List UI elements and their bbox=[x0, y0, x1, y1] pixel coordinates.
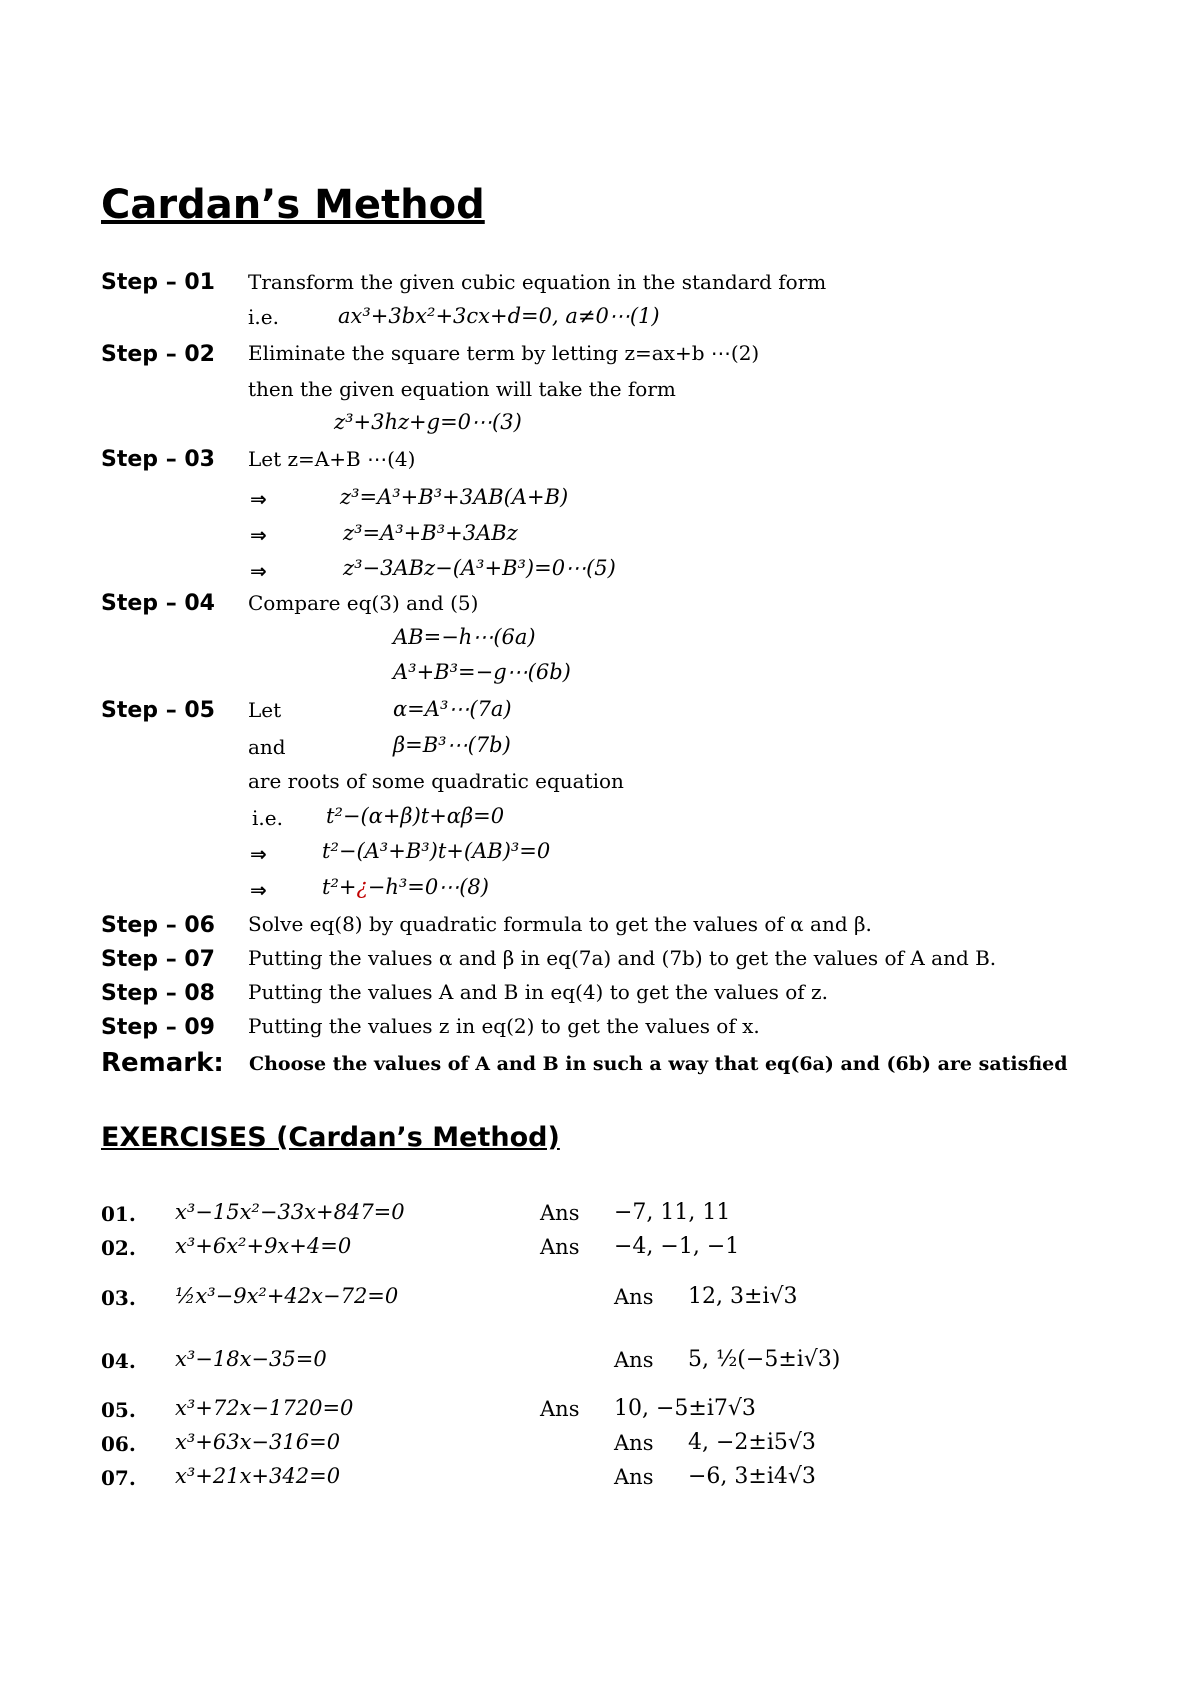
equation-6a: AB=−h⋯(6a) bbox=[393, 625, 536, 649]
implies-icon: ⇒ bbox=[250, 559, 267, 583]
step-label-04: Step – 04 bbox=[101, 591, 215, 616]
step-text-07: Putting the values α and β in eq(7a) and (7b) to get the values of A and B. bbox=[248, 946, 997, 970]
answer-label: Ans bbox=[614, 1348, 654, 1372]
step05-roots: are roots of some quadratic equation bbox=[248, 769, 624, 793]
step03-eq-b: z³=A³+B³+3ABz bbox=[343, 521, 518, 545]
answer-value: −7, 11, 11 bbox=[614, 1200, 731, 1225]
quadratic-2: t²−(A³+B³)t+(AB)³=0 bbox=[322, 839, 551, 863]
exercise-number: 03. bbox=[101, 1286, 136, 1310]
quadratic-1: t²−(α+β)t+αβ=0 bbox=[326, 804, 505, 828]
answer-value: 5, ½(−5±i√3) bbox=[688, 1347, 841, 1372]
exercise-number: 05. bbox=[101, 1398, 136, 1422]
step-label-01: Step – 01 bbox=[101, 270, 215, 295]
step-label-09: Step – 09 bbox=[101, 1015, 215, 1040]
exercise-equation: x³−18x−35=0 bbox=[175, 1347, 327, 1371]
step-label-05: Step – 05 bbox=[101, 698, 215, 723]
exercises-title: EXERCISES (Cardan’s Method) bbox=[101, 1122, 560, 1153]
exercise-equation: x³+72x−1720=0 bbox=[175, 1396, 354, 1420]
exercise-equation: x³+6x²+9x+4=0 bbox=[175, 1234, 352, 1258]
step-label-02: Step – 02 bbox=[101, 342, 215, 367]
remark-text: Choose the values of A and B in such a way that eq(6a) and (6b) are satisfied bbox=[249, 1053, 1068, 1075]
step-text-01: Transform the given cubic equation in the standard form bbox=[248, 270, 827, 294]
exercise-equation: x³−15x²−33x+847=0 bbox=[175, 1200, 405, 1224]
exercise-number: 06. bbox=[101, 1432, 136, 1456]
answer-label: Ans bbox=[614, 1431, 654, 1455]
answer-label: Ans bbox=[540, 1201, 580, 1225]
exercise-number: 07. bbox=[101, 1466, 136, 1490]
answer-value: 12, 3±i√3 bbox=[688, 1284, 798, 1309]
equation-8-part-a: t²+ bbox=[322, 875, 357, 899]
exercise-equation: x³+63x−316=0 bbox=[175, 1430, 341, 1454]
answer-label: Ans bbox=[540, 1235, 580, 1259]
step-text-05: Let bbox=[248, 698, 282, 722]
step-text-09: Putting the values z in eq(2) to get the values of x. bbox=[248, 1014, 760, 1038]
step-text-06: Solve eq(8) by quadratic formula to get the values of α and β. bbox=[248, 912, 872, 936]
implies-icon: ⇒ bbox=[250, 842, 267, 866]
answer-label: Ans bbox=[614, 1285, 654, 1309]
step-text-02: Eliminate the square term by letting z=ax+b ⋯(2) bbox=[248, 341, 760, 365]
equation-error-glyph: ¿ bbox=[356, 875, 368, 899]
equation-1: ax³+3bx²+3cx+d=0, a≠0⋯(1) bbox=[338, 304, 660, 328]
answer-label: Ans bbox=[540, 1397, 580, 1421]
implies-icon: ⇒ bbox=[250, 878, 267, 902]
equation-7b: β=B³⋯(7b) bbox=[393, 733, 511, 757]
equation-8 bbox=[322, 875, 489, 899]
step03-eq-a: z³=A³+B³+3AB(A+B) bbox=[340, 485, 569, 509]
step05-ie: i.e. bbox=[252, 806, 283, 830]
equation-8-part-b: −h³=0⋯(8) bbox=[367, 875, 489, 899]
exercise-number: 02. bbox=[101, 1236, 136, 1260]
step05-and: and bbox=[248, 735, 286, 759]
step-label-06: Step – 06 bbox=[101, 913, 215, 938]
equation-6b: A³+B³=−g⋯(6b) bbox=[393, 660, 571, 684]
answer-value: −4, −1, −1 bbox=[614, 1234, 740, 1259]
equation-7a: α=A³⋯(7a) bbox=[393, 697, 512, 721]
answer-value: 4, −2±i5√3 bbox=[688, 1430, 816, 1455]
implies-icon: ⇒ bbox=[250, 523, 267, 547]
step-label-03: Step – 03 bbox=[101, 447, 215, 472]
step-text-04: Compare eq(3) and (5) bbox=[248, 591, 479, 615]
page-title: Cardan’s Method bbox=[101, 182, 485, 228]
step-label-07: Step – 07 bbox=[101, 947, 215, 972]
remark-label: Remark: bbox=[101, 1048, 224, 1078]
step-text-08: Putting the values A and B in eq(4) to get the values of z. bbox=[248, 980, 828, 1004]
exercise-equation: x³+21x+342=0 bbox=[175, 1464, 341, 1488]
exercise-equation: ½x³−9x²+42x−72=0 bbox=[175, 1284, 399, 1308]
exercise-number: 04. bbox=[101, 1349, 136, 1373]
step01-ie: i.e. bbox=[248, 305, 279, 329]
equation-3: z³+3hz+g=0⋯(3) bbox=[334, 410, 522, 434]
step02-then: then the given equation will take the form bbox=[248, 377, 676, 401]
step-text-03: Let z=A+B ⋯(4) bbox=[248, 447, 416, 471]
answer-value: −6, 3±i4√3 bbox=[688, 1464, 816, 1489]
answer-label: Ans bbox=[614, 1465, 654, 1489]
step-label-08: Step – 08 bbox=[101, 981, 215, 1006]
exercise-number: 01. bbox=[101, 1202, 136, 1226]
answer-value: 10, −5±i7√3 bbox=[614, 1396, 756, 1421]
equation-5: z³−3ABz−(A³+B³)=0⋯(5) bbox=[343, 556, 616, 580]
implies-icon: ⇒ bbox=[250, 487, 267, 511]
